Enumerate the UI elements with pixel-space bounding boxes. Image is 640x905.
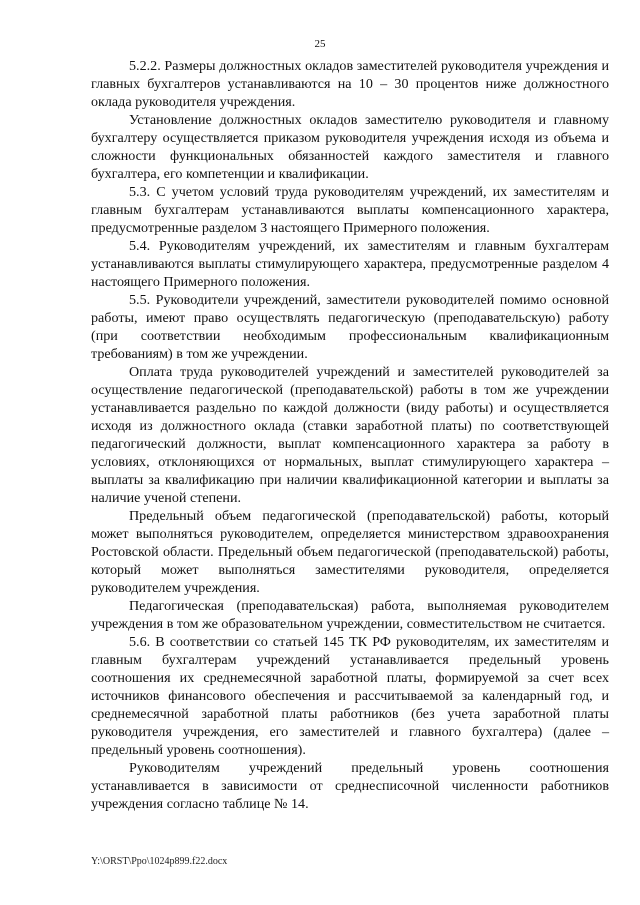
paragraph-5-5: 5.5. Руководители учреждений, заместители руководителей помимо основной работы, имеют право осуществлять педагогическую (преподавательскую) работу (при соответствии необходимым профессиональным квалификационным требованиям) в том же учреждении. <box>91 292 609 362</box>
document-body <box>91 57 609 813</box>
paragraph-teaching-not-combination: Педагогическая (преподавательская) работа, выполняемая руководителем учреждения в том же образовательном учреждении, совместительством не считается. <box>91 598 609 632</box>
footer-file-path: Y:\ORST\Ppo\1024p899.f22.docx <box>91 856 228 867</box>
paragraph-5-4: 5.4. Руководителям учреждений, их заместителям и главным бухгалтерам устанавливаются выплаты стимулирующего характера, предусмотренные разделом 4 настоящего Примерного положения. <box>91 238 609 290</box>
paragraph-5-3: 5.3. С учетом условий труда руководителям учреждений, их заместителям и главным бухгалтерам устанавливаются выплаты компенсационного характера, предусмотренные разделом 3 настоящего Примерного положения. <box>91 184 609 236</box>
page-number: 25 <box>314 38 326 50</box>
paragraph-salary-setting: Установление должностных окладов заместителю руководителя и главному бухгалтеру осуществляется приказом руководителя учреждения исходя из объема и сложности функциональных обязанностей каждого заместителя и главного бухгалтера, его компетенции и квалификации. <box>91 112 609 182</box>
paragraph-teaching-limit: Предельный объем педагогической (преподавательской) работы, который может выполняться руководителем, определяется министерством здравоохранения Ростовской области. Предельный объем педагогической (преподавательской) работы, который может выполняться заместителями руководителя, определяется руководителем учреждения. <box>91 508 609 596</box>
paragraph-5-6: 5.6. В соответствии со статьей 145 ТК РФ руководителям, их заместителям и главным бухгалтерам учреждений устанавливается предельный уровень соотношения их среднемесячной заработной платы, формируемой за счет всех источников финансового обеспечения и рассчитываемой за календарный год, и среднемесячной заработной платы работников (без учета заработной платы руководителя учреждения, его заместителей и главного бухгалтера) (далее – предельный уровень соотношения). <box>91 634 609 758</box>
paragraph-ratio-table: Руководителям учреждений предельный уровень соотношения устанавливается в зависимости от среднесписочной численности работников учреждения согласно таблице № 14. <box>91 760 609 812</box>
paragraph-teaching-pay: Оплата труда руководителей учреждений и заместителей руководителей за осуществление педагогической (преподавательской) работы в том же учреждении устанавливается раздельно по каждой должности (виду работы) и осуществляется исходя из должностного оклада (ставки заработной платы) по соответствующей педагогический должности, выплат компенсационного характера за работу в условиях, отклоняющихся от нормальных, выплат стимулирующего характера – выплаты за квалификацию при наличии квалификационной категории и выплаты за наличие ученой степени. <box>91 364 609 506</box>
paragraph-5-2-2: 5.2.2. Размеры должностных окладов заместителей руководителя учреждения и главных бухгалтеров устанавливаются на 10 – 30 процентов ниже должностного оклада руководителя учреждения. <box>91 58 609 110</box>
